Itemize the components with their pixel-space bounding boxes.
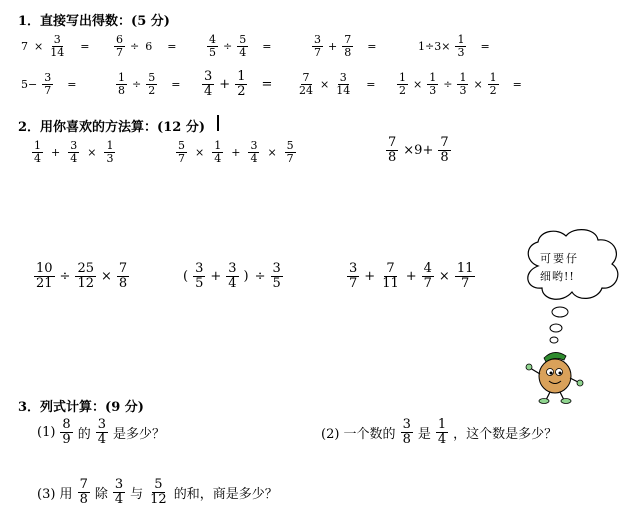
expr-text: ( (183, 268, 189, 284)
s1-r2-item (18, 72, 76, 96)
equals-sign: = (261, 76, 273, 92)
expr-text: 7 (21, 39, 28, 53)
fraction: $\frac{3}{14}$ (50, 33, 65, 59)
expr-text: × (320, 77, 330, 91)
expr-text: ÷ (254, 268, 266, 284)
fraction: $\frac{3}{7}$ (314, 33, 321, 59)
expr-text: 是 (417, 426, 431, 442)
equals-sign: = (171, 77, 181, 91)
fraction: $\frac{3}{4}$ (70, 139, 78, 165)
expr-text: + (405, 268, 417, 284)
expr-text: + (328, 39, 338, 53)
fraction: $\frac{3}{5}$ (272, 261, 281, 291)
s1-r1-item (112, 34, 176, 58)
expr-text: ÷ (443, 77, 453, 91)
fraction: $\frac{7}{8}$ (344, 33, 352, 59)
fraction: $\frac{10}{21}$ (36, 261, 53, 291)
fraction: $\frac{1}{8}$ (118, 71, 125, 97)
s2-r2-item (345, 262, 477, 290)
s1-r1-item (18, 34, 89, 58)
bubble-line1: 可要仔 (540, 252, 579, 265)
section2-title: 2．用你喜欢的方法算：(12 分) (18, 120, 205, 135)
equals-sign: = (67, 77, 77, 91)
fraction: $\frac{25}{12}$ (77, 261, 94, 291)
expr-text: ÷ (132, 77, 142, 91)
equals-sign: = (480, 39, 490, 53)
expr-text: ，这个数是多少？ (453, 426, 558, 442)
fraction: $\frac{4}{7}$ (423, 261, 432, 291)
expr-text: ÷ (130, 39, 140, 53)
s1-r2-item (114, 72, 180, 96)
expr-text: + (219, 76, 231, 92)
fraction: $\frac{1}{3}$ (106, 139, 114, 165)
fraction: $\frac{5}{12}$ (150, 477, 167, 507)
s1-r1-item (415, 34, 490, 58)
fraction: $\frac{7}{11}$ (382, 261, 399, 291)
expr-text: × (34, 39, 44, 53)
expr-text: × (101, 268, 112, 284)
fraction: $\frac{1}{4}$ (437, 417, 447, 447)
expr-text: 6 (145, 39, 153, 53)
expr-text: × (267, 145, 277, 159)
fraction: $\frac{1}{3}$ (429, 71, 437, 97)
section3-title: 3．列式计算：(9 分) (18, 400, 144, 415)
fraction: $\frac{1}{3}$ (459, 71, 467, 97)
fraction: $\frac{3}{4}$ (204, 69, 213, 99)
expr-text: 是多少？ (113, 426, 166, 442)
fraction: $\frac{3}{14}$ (336, 71, 351, 97)
fraction: $\frac{5}{2}$ (148, 71, 156, 97)
expr-text: (2) 一个数的 (321, 426, 396, 442)
fraction: $\frac{1}{4}$ (34, 139, 41, 165)
fraction: $\frac{3}{8}$ (402, 417, 411, 447)
thought-bubble-icon (518, 228, 628, 358)
fraction: $\frac{7}{8}$ (118, 261, 128, 291)
fraction: $\frac{8}{9}$ (62, 417, 71, 447)
fraction: $\frac{3}{5}$ (195, 261, 204, 291)
expr-text: 的和，商是多少？ (173, 486, 278, 502)
fraction: $\frac{7}{24}$ (299, 71, 313, 97)
cartoon-character-icon (524, 348, 584, 404)
expr-text: 除 (94, 486, 108, 502)
fraction: $\frac{3}{4}$ (97, 417, 106, 447)
fraction: $\frac{7}{8}$ (388, 135, 397, 165)
fraction: $\frac{7}{8}$ (79, 477, 88, 507)
expr-text: 与 (130, 486, 144, 502)
expr-text: × (87, 145, 97, 159)
fraction: $\frac{3}{4}$ (228, 261, 237, 291)
equals-sign: = (80, 39, 90, 53)
fraction: $\frac{1}{3}$ (457, 33, 465, 59)
equals-sign: = (167, 39, 177, 53)
s1-r2-item (200, 70, 272, 98)
expr-text: 1÷3× (418, 39, 451, 53)
fraction: $\frac{4}{5}$ (209, 33, 216, 59)
equals-sign: = (366, 77, 376, 91)
expr-text: (3) 用 (37, 486, 73, 502)
q2-text (318, 418, 560, 446)
fraction: $\frac{1}{2}$ (237, 69, 246, 99)
fraction: $\frac{3}{7}$ (44, 71, 52, 97)
expr-text: (1) (37, 424, 56, 440)
fraction: $\frac{7}{8}$ (440, 135, 449, 165)
fraction: $\frac{5}{4}$ (239, 33, 247, 59)
expr-text: 5− (21, 77, 38, 91)
fraction: $\frac{3}{4}$ (250, 139, 258, 165)
s1-r1-item (310, 34, 376, 58)
bubble-line2: 细哟!! (540, 270, 575, 283)
expr-text: × (413, 77, 423, 91)
s2-r1-item (30, 140, 117, 164)
q3-text (34, 478, 281, 506)
fraction: $\frac{5}{7}$ (178, 139, 185, 165)
fraction: $\frac{5}{7}$ (286, 139, 294, 165)
expr-text: 的 (77, 426, 91, 442)
fraction: $\frac{11}{7}$ (456, 261, 474, 291)
expr-text: + (231, 145, 241, 159)
expr-text: × (438, 268, 450, 284)
text-cursor (217, 115, 219, 131)
s2-r2-item (32, 262, 131, 290)
expr-text: + (364, 268, 376, 284)
s2-r1-item (384, 136, 453, 164)
q1-text (34, 418, 168, 446)
equals-sign: = (512, 77, 522, 91)
expr-text: ×9+ (403, 142, 434, 158)
equals-sign: = (262, 39, 272, 53)
s2-r1-item (174, 140, 298, 164)
expr-text: ÷ (223, 39, 233, 53)
fraction: $\frac{3}{4}$ (114, 477, 124, 507)
expr-text: + (51, 145, 61, 159)
fraction: $\frac{1}{2}$ (489, 71, 497, 97)
expr-text: + (210, 268, 222, 284)
equals-sign: = (367, 39, 377, 53)
fraction: $\frac{1}{4}$ (214, 139, 222, 165)
expr-text: × (195, 145, 205, 159)
section1-title: 1．直接写出得数：(5 分) (18, 14, 170, 29)
s1-r2-item (295, 72, 375, 96)
expr-text: × (473, 77, 483, 91)
expr-text: ÷ (59, 268, 71, 284)
fraction: $\frac{6}{7}$ (116, 33, 123, 59)
fraction: $\frac{1}{2}$ (399, 71, 406, 97)
s2-r2-item (180, 262, 285, 290)
s1-r1-item (205, 34, 271, 58)
s1-r2-item (395, 72, 522, 96)
fraction: $\frac{3}{7}$ (349, 261, 358, 291)
expr-text: ) (243, 268, 249, 284)
